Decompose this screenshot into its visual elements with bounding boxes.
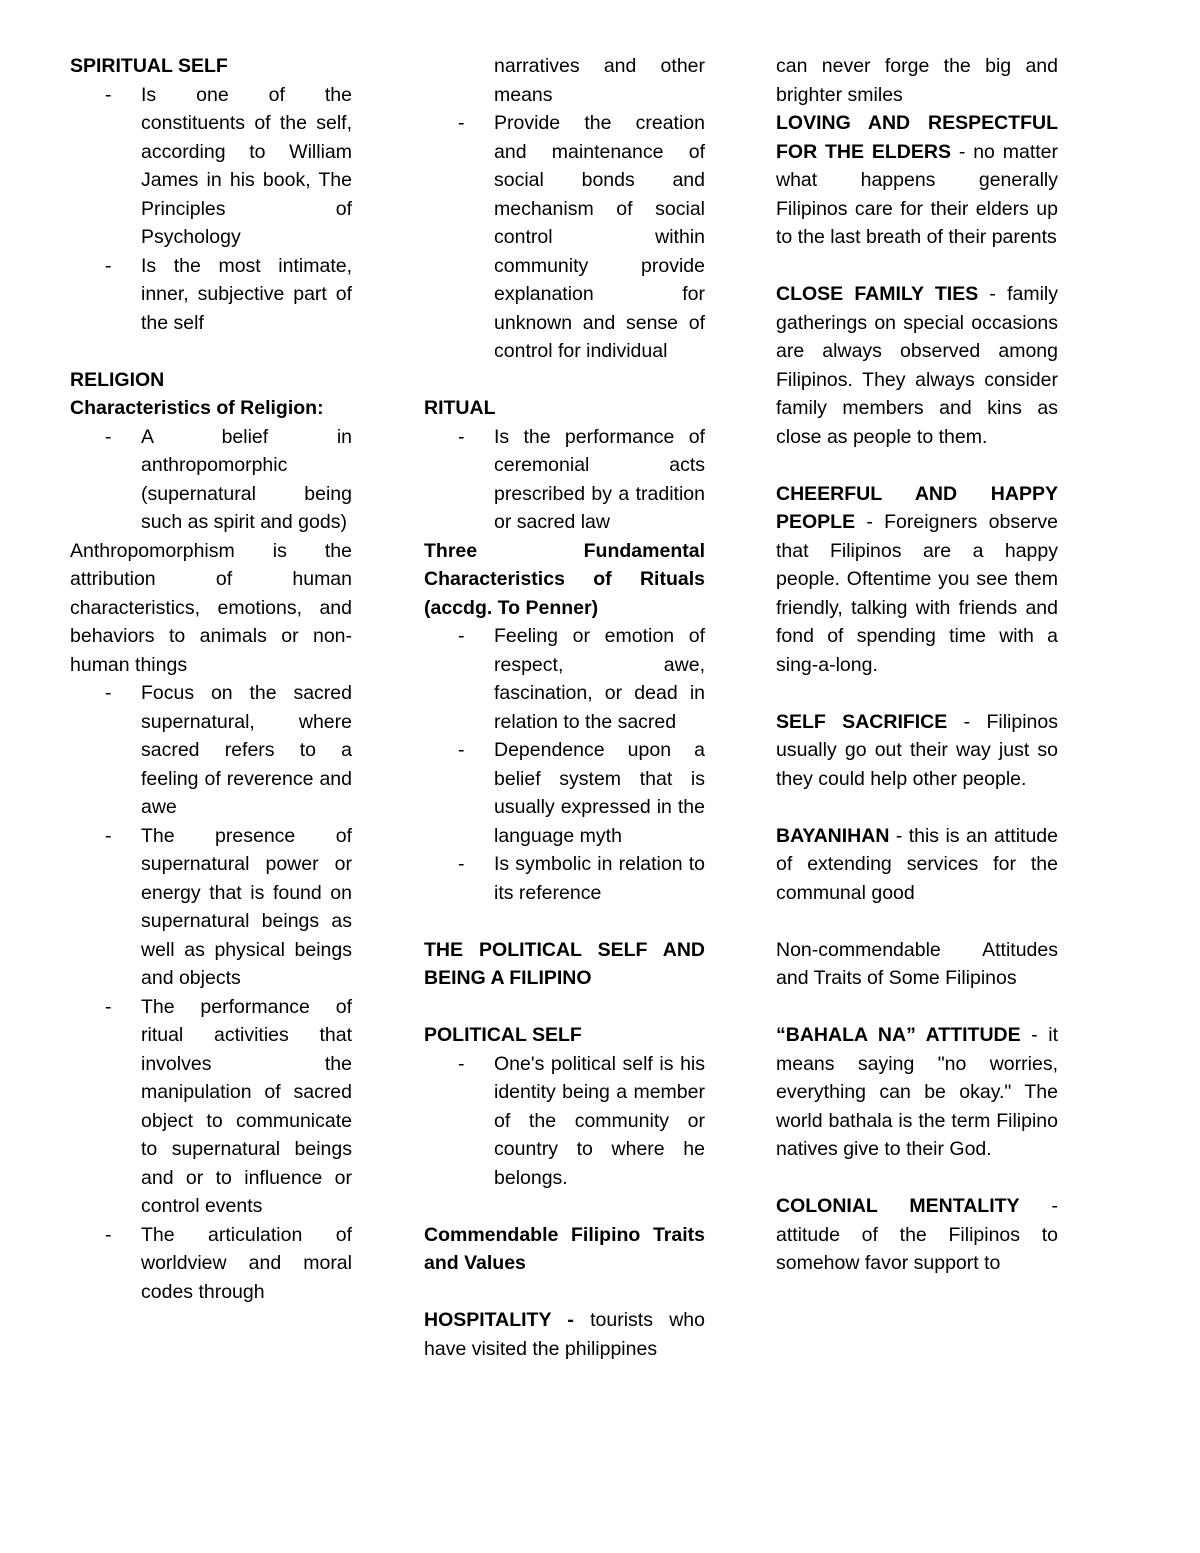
self-sacrifice-term: SELF SACRIFICE bbox=[776, 710, 948, 733]
hospitality-paragraph bbox=[424, 1306, 705, 1363]
close-family-paragraph bbox=[776, 280, 1058, 451]
self-sacrifice-text: - Filipinos usually go out their way just so they could help other people. bbox=[776, 710, 1059, 790]
hospitality-term: HOSPITALITY - bbox=[424, 1309, 574, 1331]
list-item: - One's political self is his identity being a member of the community or country to where he belongs. bbox=[494, 1050, 705, 1193]
list-item: - The presence of supernatural power or energy that is found on supernatural beings as well as physical beings and objects bbox=[141, 822, 352, 993]
self-sacrifice-paragraph bbox=[776, 708, 1058, 794]
bahala-na-term: “BAHALA NA” ATTITUDE bbox=[776, 1024, 1021, 1046]
list-item: - Is the most intimate, inner, subjective part of the self bbox=[141, 252, 352, 338]
anthropomorphism-definition: Anthropomorphism is the attribution of human characteristics, emotions, and behaviors to animals or non-human things bbox=[70, 539, 352, 676]
bayanihan-text: - this is an attitude of extending services for the communal good bbox=[776, 824, 1058, 904]
religion-list-b bbox=[70, 679, 352, 1306]
ritual-heading: RITUAL bbox=[424, 397, 496, 419]
close-family-term: CLOSE FAMILY TIES bbox=[776, 283, 979, 305]
list-item: - The performance of ritual activities that involves the manipulation of sacred object to communicate to supernatural beings and or to influence or control events bbox=[141, 993, 352, 1221]
non-commendable-heading: Non-commendable Attitudes and Traits of Some Filipinos bbox=[776, 938, 1058, 989]
list-item-continued: narratives and other means bbox=[494, 55, 705, 106]
religion-list-a bbox=[70, 423, 352, 537]
bahala-na-paragraph bbox=[776, 1021, 1058, 1164]
hospitality-text: tourists who have visited the philippines bbox=[424, 1309, 705, 1360]
religion-heading: RELIGION bbox=[70, 368, 165, 391]
political-self-section-heading: THE POLITICAL SELF AND BEING A FILIPINO bbox=[424, 938, 705, 989]
political-self-list bbox=[424, 1050, 705, 1193]
hospitality-continued: can never forge the big and brighter smiles bbox=[776, 55, 1058, 106]
cheerful-text: - Foreigners observe that Filipinos are a happy people. Oftentime you see them friendly, talking with friends and fond of spending time with a sing-a-long. bbox=[776, 511, 1058, 676]
religion-characteristics-heading: Characteristics of Religion: bbox=[70, 397, 324, 419]
column-2 bbox=[424, 52, 705, 1363]
political-self-heading: POLITICAL SELF bbox=[424, 1024, 582, 1046]
loving-elders-text: - no matter what happens generally Filipinos care for their elders up to the last breath of their parents bbox=[776, 140, 1059, 248]
spiritual-self-heading: SPIRITUAL SELF bbox=[70, 55, 228, 77]
list-item: - Is the performance of ceremonial acts prescribed by a tradition or sacred law bbox=[494, 423, 705, 537]
colonial-mentality-paragraph bbox=[776, 1192, 1058, 1278]
bayanihan-term: BAYANIHAN bbox=[776, 824, 890, 847]
column-1 bbox=[70, 52, 352, 1306]
cheerful-paragraph bbox=[776, 480, 1058, 680]
loving-elders-term: LOVING AND RESPECTFUL FOR THE ELDERS bbox=[776, 112, 1058, 163]
list-item: - Provide the creation and maintenance of social bonds and mechanism of social control within community provide explanation for unknown and sense of control for individual bbox=[494, 109, 705, 366]
ritual-characteristics-heading: Three Fundamental Characteristics of Rituals (accdg. To Penner) bbox=[424, 539, 705, 619]
column-3 bbox=[776, 52, 1058, 1278]
spiritual-self-list bbox=[70, 81, 352, 338]
list-item: - Is one of the constituents of the self, according to William James in his book, The Principles of Psychology bbox=[141, 81, 352, 252]
bahala-na-text: - it means saying "no worries, everything can be okay." The world bathala is the term Filipino natives give to their God. bbox=[776, 1024, 1058, 1160]
ritual-list bbox=[424, 423, 705, 537]
list-item: - Focus on the sacred supernatural, where sacred refers to a feeling of reverence and awe bbox=[141, 679, 352, 822]
list-item: - The articulation of worldview and moral codes through bbox=[141, 1221, 352, 1307]
list-item: - Is symbolic in relation to its reference bbox=[494, 850, 705, 907]
cheerful-term: CHEERFUL AND HAPPY PEOPLE bbox=[776, 482, 1058, 533]
bayanihan-paragraph bbox=[776, 822, 1058, 908]
ritual-characteristics-list bbox=[424, 622, 705, 907]
loving-elders-paragraph bbox=[776, 109, 1058, 252]
list-item: - Dependence upon a belief system that is usually expressed in the language myth bbox=[494, 736, 705, 850]
religion-list-continued bbox=[424, 52, 705, 366]
list-item: - A belief in anthropomorphic (supernatural being such as spirit and gods) bbox=[141, 423, 352, 537]
close-family-text: - family gatherings on special occasions are always observed among Filipinos. They always consider family members and kins as close as people to them. bbox=[776, 283, 1058, 448]
colonial-mentality-term: COLONIAL MENTALITY bbox=[776, 1195, 1020, 1217]
list-item: - Feeling or emotion of respect, awe, fascination, or dead in relation to the sacred bbox=[494, 622, 705, 736]
commendable-traits-heading: Commendable Filipino Traits and Values bbox=[424, 1223, 705, 1274]
colonial-mentality-text: - attitude of the Filipinos to somehow favor support to bbox=[776, 1195, 1058, 1274]
